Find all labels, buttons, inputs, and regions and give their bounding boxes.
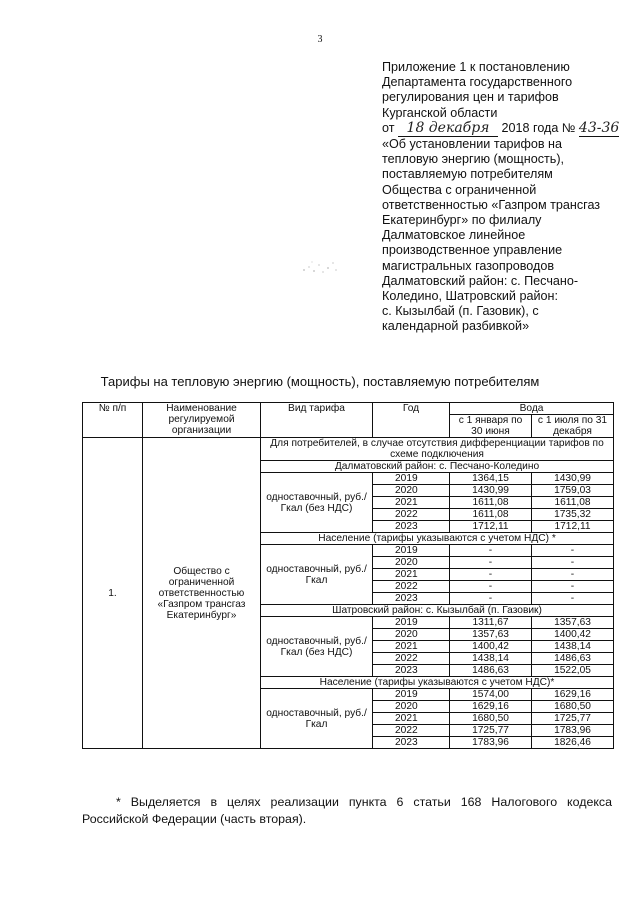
subject-line: с. Кызылбай (п. Газовик), с — [382, 304, 539, 319]
table-row — [83, 438, 614, 461]
no-differentiation-note: Для потребителей, в случае отсутствия дифференциации тарифов по схеме подключения — [261, 438, 614, 461]
value-cell: 1438,14 — [532, 641, 614, 653]
value-cell: 1400,42 — [532, 629, 614, 641]
value-cell: 1364,15 — [450, 473, 532, 485]
subject-line: производственное управление — [382, 243, 563, 258]
value-cell: 1783,96 — [450, 737, 532, 749]
year-cell: 2023 — [373, 593, 450, 605]
page-number: 3 — [317, 34, 323, 45]
header-water: Вода — [450, 403, 614, 415]
appendix-header — [382, 60, 622, 335]
subject-line: Далматовское линейное — [382, 228, 526, 243]
subject-line: магистральных газопроводов — [382, 258, 555, 273]
value-cell: 1357,63 — [532, 617, 614, 629]
value-cell: 1680,50 — [450, 713, 532, 725]
value-cell: - — [532, 593, 614, 605]
appendix-line: Департамента государственного — [382, 75, 573, 90]
value-cell: - — [450, 569, 532, 581]
value-cell: 1680,50 — [532, 701, 614, 713]
subject-line: Общества с ограниченной — [382, 182, 537, 197]
value-cell: - — [450, 581, 532, 593]
value-cell: 1725,77 — [532, 713, 614, 725]
year-cell: 2022 — [373, 725, 450, 737]
value-cell: 1629,16 — [450, 701, 532, 713]
value-cell: 1712,11 — [450, 521, 532, 533]
subject-line: Екатеринбург» по филиалу — [382, 213, 542, 228]
value-cell: 1826,46 — [532, 737, 614, 749]
year-cell: 2021 — [373, 497, 450, 509]
year-cell: 2022 — [373, 509, 450, 521]
year-cell: 2023 — [373, 521, 450, 533]
header-year: Год — [373, 403, 450, 438]
appendix-line: Приложение 1 к постановлению — [382, 60, 570, 74]
value-cell: 1629,16 — [532, 689, 614, 701]
value-cell: 1712,11 — [532, 521, 614, 533]
year-cell: 2021 — [373, 713, 450, 725]
year-cell: 2019 — [373, 689, 450, 701]
date-prefix: от — [382, 120, 395, 135]
subject-line: календарной разбивкой» — [382, 319, 530, 334]
subject-line: Далматовский район: с. Песчано- — [382, 273, 579, 288]
year-cell: 2022 — [373, 653, 450, 665]
value-cell: 1438,14 — [450, 653, 532, 665]
year-cell: 2023 — [373, 665, 450, 677]
year-cell: 2019 — [373, 617, 450, 629]
population-heading: Население (тарифы указываются с учетом НДС) * — [261, 533, 614, 545]
tariff-type: одноставочный, руб./Гкал (без НДС) — [261, 617, 373, 677]
value-cell: 1783,96 — [532, 725, 614, 737]
value-cell: 1311,67 — [450, 617, 532, 629]
value-cell: - — [450, 593, 532, 605]
district-heading: Далматовский район: с. Песчано-Коледино — [261, 461, 614, 473]
tariff-type: одноставочный, руб./Гкал — [261, 689, 373, 749]
row-number: 1. — [83, 438, 143, 749]
year-cell: 2019 — [373, 473, 450, 485]
year-cell: 2020 — [373, 629, 450, 641]
population-heading: Население (тарифы указываются с учетом НДС)* — [261, 677, 614, 689]
year-cell: 2020 — [373, 485, 450, 497]
year-cell: 2019 — [373, 545, 450, 557]
value-cell: - — [450, 557, 532, 569]
tariff-type: одноставочный, руб./Гкал (без НДС) — [261, 473, 373, 533]
value-cell: 1759,03 — [532, 485, 614, 497]
appendix-date-line — [382, 121, 622, 137]
value-cell: 1611,08 — [450, 509, 532, 521]
year-cell: 2023 — [373, 737, 450, 749]
year-cell: 2021 — [373, 641, 450, 653]
tariff-type: одноставочный, руб./Гкал — [261, 545, 373, 605]
handwritten-number: 43-36 — [578, 119, 620, 136]
table-header-row — [83, 403, 614, 415]
district-heading: Шатровский район: с. Кызылбай (п. Газовик) — [261, 605, 614, 617]
value-cell: 1611,08 — [532, 497, 614, 509]
header-num: № п/п — [83, 403, 143, 438]
footnote: * Выделяется в целях реализации пункта 6 статьи 168 Налогового кодекса Российской Федерации (часть вторая). — [82, 795, 612, 826]
value-cell: 1400,42 — [450, 641, 532, 653]
year-cell: 2020 — [373, 557, 450, 569]
subject-line: поставляемую потребителям — [382, 167, 553, 182]
value-cell: 1486,63 — [450, 665, 532, 677]
value-cell: 1430,99 — [450, 485, 532, 497]
value-cell: - — [532, 581, 614, 593]
subject-line: ответственностью «Газпром трансгаз — [382, 197, 601, 212]
value-cell: 1735,32 — [532, 509, 614, 521]
value-cell: 1725,77 — [450, 725, 532, 737]
value-cell: 1522,05 — [532, 665, 614, 677]
value-cell: - — [532, 557, 614, 569]
appendix-line: Курганской области — [382, 105, 498, 120]
value-cell: - — [532, 545, 614, 557]
subject-line: тепловую энергию (мощность), — [382, 152, 565, 167]
value-cell: 1611,08 — [450, 497, 532, 509]
tariff-table — [82, 402, 614, 749]
header-period-2: с 1 июля по 31 декабря — [532, 415, 614, 438]
value-cell: 1357,63 — [450, 629, 532, 641]
table-title: Тарифы на тепловую энергию (мощность), поставляемую потребителям — [100, 374, 540, 389]
year-cell: 2021 — [373, 569, 450, 581]
header-period-1: с 1 января по 30 июня — [450, 415, 532, 438]
value-cell: 1574,00 — [450, 689, 532, 701]
header-tariff-type: Вид тарифа — [261, 403, 373, 438]
organization-name: Общество с ограниченной ответственностью «Газпром трансгаз Екатеринбург» — [143, 438, 261, 749]
scan-noise-decoration — [300, 258, 340, 278]
year-cell: 2020 — [373, 701, 450, 713]
subject-line: «Об установлении тарифов на — [382, 137, 563, 152]
header-organization: Наименование регулируемой организации — [143, 403, 261, 438]
date-suffix: 2018 года № — [501, 120, 576, 135]
year-cell: 2022 — [373, 581, 450, 593]
value-cell: - — [450, 545, 532, 557]
handwritten-date: 18 декабря — [398, 121, 498, 137]
value-cell: 1430,99 — [532, 473, 614, 485]
appendix-line: регулирования цен и тарифов — [382, 90, 559, 105]
value-cell: 1486,63 — [532, 653, 614, 665]
value-cell: - — [532, 569, 614, 581]
subject-line: Коледино, Шатровский район: — [382, 289, 558, 304]
